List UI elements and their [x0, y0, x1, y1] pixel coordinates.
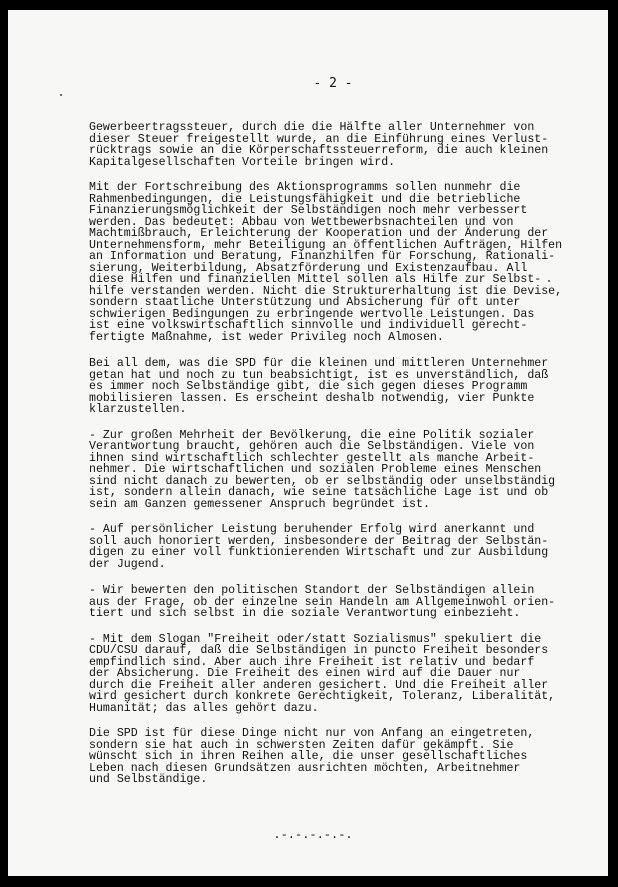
paragraph-5: - Auf persönlicher Leistung beruhender Erfolg wird anerkannt und soll auch honoriert werden, insbesondere der Beitrag der Selbstän- digen zu einer voll funktionierenden Wirtschaft und zur Ausbildung der Jugend. — [89, 523, 549, 571]
closing-mark: .-.-.-.-.-. — [273, 828, 353, 842]
paragraph-8: Die SPD ist für diese Dinge nicht nur von Anfang an eingetreten, sondern sie hat auch in schwersten Zeiten dafür gekämpft. Sie wünscht sich in ihren Reihen alle, die unser gesellschaftliches Leben nach diesen Grundsätzen ausrichten möchten, Arbeitnehmer und Selbständige. — [89, 727, 535, 786]
page-number: - 2 - — [313, 76, 353, 91]
paragraph-3: Bei all dem, was die SPD für die kleinen und mittleren Unternehmer getan hat und noch zu tun beabsichtigt, ist es unverständlich, daß es immer noch Selbständige gibt, die sich gegen dieses Programm mobilisieren lassen. Es erscheint deshalb notwendig, vier Punkte klarzustellen. — [89, 357, 549, 416]
body-text — [89, 122, 589, 786]
scan-speck — [548, 280, 550, 282]
paragraph-4: - Zur großen Mehrheit der Bevölkerung, die eine Politik sozialer Verantwortung braucht, gehören auch die Selbständigen. Viele von ihnen sind wirtschaftlich schlechter gestellt als manche Arbeit- nehmer. Die wirtschaftlichen und sozialen Probleme eines Menschen sind nicht danach zu bewerten, ob er selbständig oder unselbständig ist, sondern allein danach, wie seine tatsächliche Lage ist und ob sein am Ganzen gemessener Anspruch begründet ist. — [89, 428, 556, 511]
paragraph-7: - Mit dem Slogan "Freiheit oder/statt Sozialismus" spekuliert die CDU/CSU darauf, daß die Selbständigen in puncto Freiheit besonders empfindlich sind. Aber auch ihre Freiheit ist relativ und bedarf der Absicherung. Die Freiheit des einen wird auf die Dauer nur durch die Freiheit aller anderen gesichert. Und die Freiheit aller wird gesichert durch konkrete Gerechtigkeit, Toleranz, Liberalität, Humanität; das alles gehört dazu. — [89, 632, 556, 715]
document-page — [8, 10, 608, 876]
paragraph-6: - Wir bewerten den politischen Standort der Selbständigen allein aus der Frage, ob der einzelne sein Handeln am Allgemeinwohl orien- tiert und sich selbst in die soziale Verantwortung einbezieht. — [89, 584, 556, 620]
paragraph-1: Gewerbeertragssteuer, durch die die Hälfte aller Unternehmer von dieser Steuer freigestellt wurde, an die Einführung eines Verlust- rücktrags sowie an die Körperschaftssteuerreform, die auch kleinen Kapitalgesellschaften Vorteile bringen wird. — [89, 121, 549, 169]
paragraph-2: Mit der Fortschreibung des Aktionsprogramms sollen nunmehr die Rahmenbedingungen, die Leistungsfähigkeit und die betriebliche Finanzierungsmöglichkeit der Selbständigen noch mehr verbessert werden. Das bedeutet: Abbau von Wettbewerbsnachteilen und von Machtmißbrauch, Erleichterung der Kooperation und der Änderung der Unternehmensform, mehr Beteiligung an öffentlichen Aufträgen, Hilfen an Information und Beratung, Finanzhilfen für Forschung, Rationali- sierung, Weiterbildung, Absatzförderung und Existenzaufbau. All diese Hilfen und finanziellen Mittel sollen als Hilfe zur Selbst- hilfe verstanden werden. Nicht die Strukturerhaltung ist die Devise, sondern staatliche Unterstützung und Absicherung für oft unter schwierigen Bedingungen zu erbringende wertvolle Leistungen. Das ist eine volkswirtschaftlich sinnvolle und individuell gerecht- fertigte Maßnahme, ist weder Privileg noch Almosen. — [89, 181, 563, 344]
scan-speck — [60, 94, 62, 96]
